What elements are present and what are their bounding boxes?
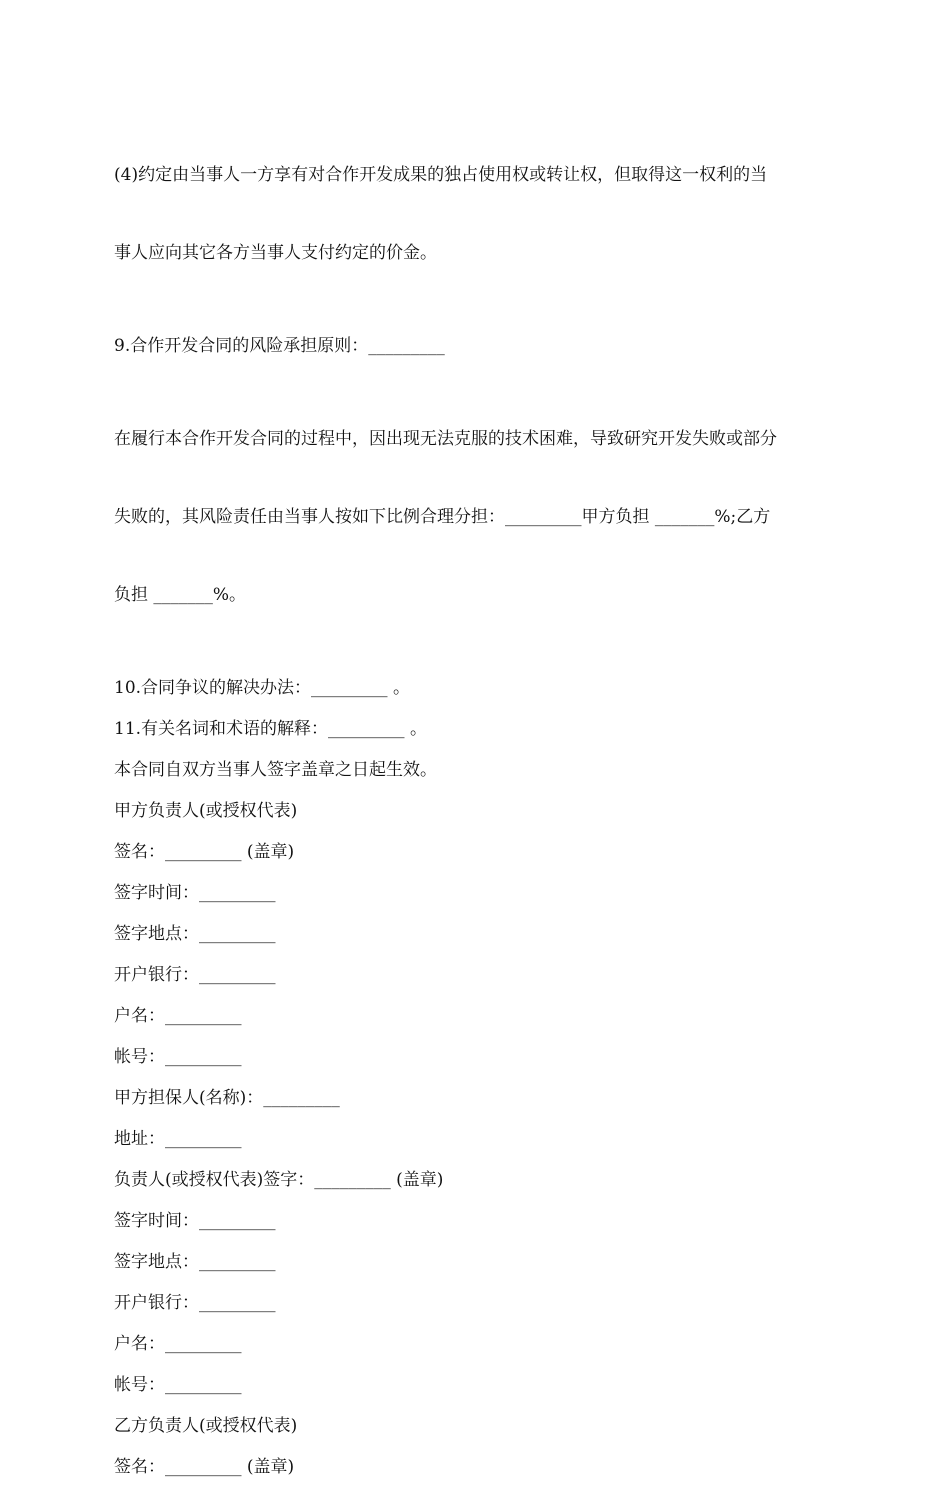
guarantor-a-account-name: 户名：_________ <box>114 1334 242 1354</box>
guarantor-a-account-no: 帐号：_________ <box>114 1375 242 1395</box>
clause-9-title: 9.合作开发合同的风险承担原则：_________ <box>114 336 445 356</box>
guarantor-a-heading: 甲方担保人(名称)：_________ <box>114 1088 340 1108</box>
effective-clause: 本合同自双方当事人签字盖章之日起生效。 <box>114 760 437 780</box>
document-body <box>114 110 844 1495</box>
guarantor-a-sign-place: 签字地点：_________ <box>114 1252 276 1272</box>
party-a-bank: 开户银行：_________ <box>114 965 276 985</box>
clause-4-line-2: 事人应向其它各方当事人支付约定的价金。 <box>114 243 437 263</box>
party-b-signature: 签名：_________ (盖章) <box>114 1457 295 1477</box>
clause-10: 10.合同争议的解决办法：_________ 。 <box>114 678 410 698</box>
party-b-heading: 乙方负责人(或授权代表) <box>114 1416 298 1436</box>
clause-9-body <box>114 374 844 660</box>
clause-9-line-1: 在履行本合作开发合同的过程中，因出现无法克服的技术困难，导致研究开发失败或部分 <box>114 429 777 449</box>
clause-4-line-1: (4)约定由当事人一方享有对合作开发成果的独占使用权或转让权，但取得这一权利的当 <box>114 165 768 185</box>
party-a-account-name: 户名：_________ <box>114 1006 242 1026</box>
clause-9-line-2: 失败的，其风险责任由当事人按如下比例合理分担：_________甲方负担 _______%;乙方 <box>114 507 771 527</box>
party-a-account-no: 帐号：_________ <box>114 1047 242 1067</box>
clause-4 <box>114 110 844 318</box>
party-a-sign-place: 签字地点：_________ <box>114 924 276 944</box>
party-a-sign-time: 签字时间：_________ <box>114 883 276 903</box>
party-a-heading: 甲方负责人(或授权代表) <box>114 801 298 821</box>
clause-9-line-3: 负担 _______%。 <box>114 585 247 605</box>
party-a-signature: 签名：_________ (盖章) <box>114 842 295 862</box>
clause-11: 11.有关名词和术语的解释：_________ 。 <box>114 719 427 739</box>
guarantor-a-signature: 负责人(或授权代表)签字：_________ (盖章) <box>114 1170 444 1190</box>
guarantor-a-address: 地址：_________ <box>114 1129 242 1149</box>
guarantor-a-bank: 开户银行：_________ <box>114 1293 276 1313</box>
guarantor-a-sign-time: 签字时间：_________ <box>114 1211 276 1231</box>
